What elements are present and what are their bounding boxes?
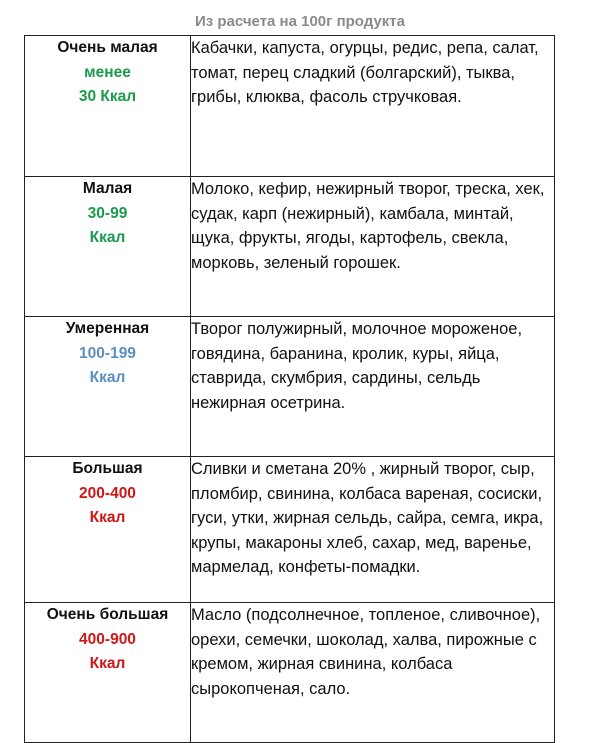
category-cell xyxy=(25,603,191,743)
calorie-unit: Ккал xyxy=(89,369,126,386)
calorie-range: 200-400 xyxy=(79,484,136,502)
calorie-range: менее xyxy=(84,63,131,81)
category-name: Малая xyxy=(82,180,133,197)
food-list-cell: Творог полужирный, молочное мороженое, говядина, баранина, кролик, куры, яйца, ставрида, скумбрия, сардины, сельдь нежирная осетрина. xyxy=(191,317,555,457)
table-row xyxy=(25,603,555,743)
page-title: Из расчета на 100г продукта xyxy=(194,13,405,30)
calorie-range: 100-199 xyxy=(79,344,136,362)
food-list-cell: Масло (подсолнечное, топленое, сливочное), орехи, семечки, шоколад, халва, пирожные с кремом, жирная свинина, колбаса сырокопченая, сало. xyxy=(191,603,555,743)
category-name: Большая xyxy=(72,460,143,477)
table-row xyxy=(25,177,555,317)
food-list-cell: Молоко, кефир, нежирный творог, треска, хек, судак, карп (нежирный), камбала, минтай, щука, фрукты, ягоды, картофель, свекла, морковь, зеленый горошек. xyxy=(191,177,555,317)
category-cell xyxy=(25,457,191,603)
calorie-unit: 30 Ккал xyxy=(78,88,137,105)
food-list-cell: Кабачки, капуста, огурцы, редис, репа, салат, томат, перец сладкий (болгарский), тыква, грибы, клюква, фасоль стручковая. xyxy=(191,36,555,177)
calorie-unit: Ккал xyxy=(89,509,126,526)
table-row xyxy=(25,317,555,457)
category-cell xyxy=(25,177,191,317)
category-cell xyxy=(25,317,191,457)
calorie-unit: Ккал xyxy=(89,229,126,246)
category-name: Очень большая xyxy=(46,606,169,623)
calorie-range: 400-900 xyxy=(79,630,136,648)
category-cell xyxy=(25,36,191,177)
calorie-unit: Ккал xyxy=(89,655,126,672)
calorie-range: 30-99 xyxy=(87,204,128,222)
food-list-cell: Сливки и сметана 20% , жирный творог, сыр, пломбир, свинина, колбаса вареная, сосиски, гуси, утки, жирная сельдь, сайра, семга, икра, крупы, макароны хлеб, сахар, мед, варенье, мармелад, конфеты-помадки. xyxy=(191,457,555,603)
category-name: Очень малая xyxy=(57,39,158,56)
calorie-table xyxy=(24,35,555,743)
category-name: Умеренная xyxy=(65,320,150,337)
table-row xyxy=(25,36,555,177)
table-row xyxy=(25,457,555,603)
